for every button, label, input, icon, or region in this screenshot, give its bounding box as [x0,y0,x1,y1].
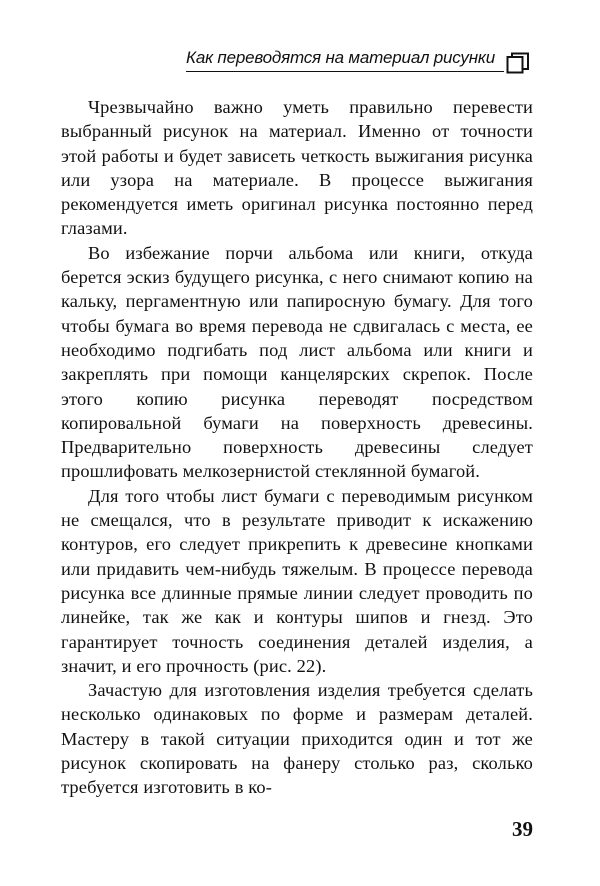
page-body [61,95,533,800]
paragraph-1: Чрезвычайно важно уметь правильно перевести выбранный рисунок на материал. Именно от точности этой работы и будет зависеть четкость выжигания рисунка или узора на материале. В процессе выжигания рекомендуется иметь оригинал рисунка постоянно перед глазами. [61,97,533,239]
page-number: 39 [512,817,533,841]
book-icon [506,52,530,74]
running-header-title: Как переводятся на материал рисунки [186,48,495,67]
paragraph-2: Во избежание порчи альбома или книги, откуда берется эскиз будущего рисунка, с него снимают копию на кальку, пергаментную или папиросную бумагу. Для того чтобы бумага во время перевода не сдвигалась с места, ее необходимо подгибать под лист альбома или книги и закреплять при помощи канцелярских скрепок. После этого копию рисунка переводят посредством копировальной бумаги на поверхность древесины. Предварительно поверхность древесины следует прошлифовать мелкозернистой стеклянной бумагой. [61,242,533,482]
header-underline [186,71,504,72]
running-header [186,40,530,74]
paragraph-3: Для того чтобы лист бумаги с переводимым рисунком не смещался, что в результате приводит к искажению контуров, его следует прикрепить к древесине кнопками или придавить чем-нибудь тяжелым. В процессе перевода рисунка все длинные прямые линии следует проводить по линейке, так же как и контуры шипов и гнезд. Это гарантирует точность соединения деталей изделия, а значит, и его прочность (рис. 22). [61,485,533,676]
paragraph-4: Зачастую для изготовления изделия требуется сделать несколько одинаковых по форме и размерам деталей. Мастеру в такой ситуации приходится один и тот же рисунок скопировать на фанеру столько раз, сколько требуется изготовить в ко- [61,680,533,798]
